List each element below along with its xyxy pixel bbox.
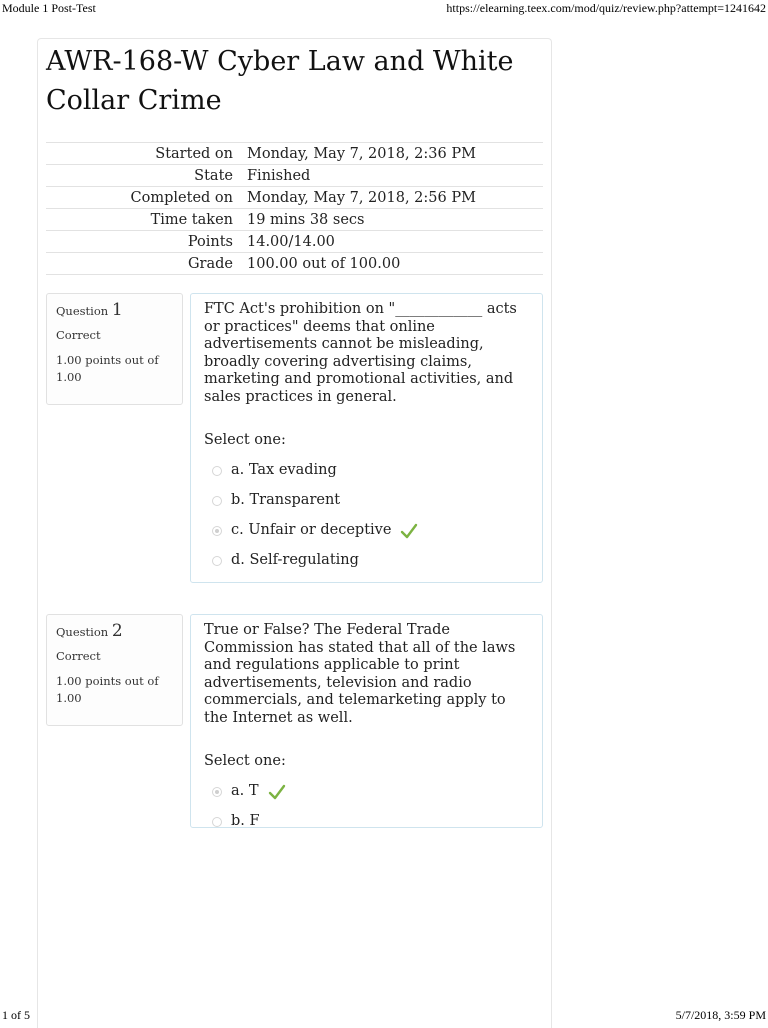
question-grade: 1.00 points out of 1.00	[56, 353, 159, 384]
print-tab-title: Module 1 Post-Test	[2, 1, 96, 15]
question-number: 1	[111, 300, 123, 320]
question-number: 2	[111, 621, 123, 641]
answer-option-b[interactable]	[212, 807, 529, 837]
summary-row-grade	[46, 253, 543, 275]
question-state: Correct	[56, 649, 101, 663]
summary-row-completed	[46, 187, 543, 209]
question-1-info	[46, 293, 183, 405]
answer-option-a[interactable]	[212, 456, 529, 486]
answer-options	[204, 456, 529, 576]
question-label: Question	[56, 304, 109, 318]
summary-label: Points	[187, 233, 233, 250]
summary-label: Started on	[155, 145, 233, 162]
print-datetime: 5/7/2018, 3:59 PM	[675, 1008, 766, 1022]
check-icon	[268, 784, 286, 800]
summary-label: Grade	[187, 255, 233, 272]
summary-value: 100.00 out of 100.00	[247, 255, 401, 272]
check-icon	[400, 523, 418, 539]
summary-label: Completed on	[130, 189, 233, 206]
question-label: Question	[56, 625, 109, 639]
option-label: c. Unfair or deceptive	[231, 521, 392, 538]
question-2-info	[46, 614, 183, 726]
answer-option-a[interactable]	[212, 777, 529, 807]
question-1-content	[190, 293, 543, 583]
summary-row-time-taken	[46, 209, 543, 231]
summary-row-started	[46, 143, 543, 165]
summary-value: 19 mins 38 secs	[247, 211, 365, 228]
question-text: FTC Act's prohibition on "____________ acts or practices" deems that online advertisements cannot be misleading, broadly covering advertising claims, marketing and promotional activities, and sales practices in general.	[204, 301, 517, 405]
answer-options	[204, 777, 529, 837]
option-label: a. Tax evading	[231, 461, 337, 478]
summary-label: State	[194, 167, 233, 184]
summary-row-points	[46, 231, 543, 253]
summary-value: Finished	[247, 167, 311, 184]
answer-option-d[interactable]	[212, 546, 529, 576]
question-2-content	[190, 614, 543, 828]
radio-button-selected[interactable]	[212, 526, 222, 536]
radio-button[interactable]	[212, 556, 222, 566]
option-label: b. F	[231, 812, 260, 829]
answer-option-c[interactable]	[212, 516, 529, 546]
answer-option-b[interactable]	[212, 486, 529, 516]
select-one-prompt: Select one:	[204, 432, 286, 448]
print-url: https://elearning.teex.com/mod/quiz/review.php?attempt=1241642	[446, 1, 766, 15]
question-text: True or False? The Federal Trade Commission has stated that all of the laws and regulations applicable to print advertisements, television and radio commercials, and telemarketing apply to the Internet as well.	[204, 622, 516, 726]
select-one-prompt: Select one:	[204, 753, 286, 769]
question-state: Correct	[56, 328, 101, 342]
summary-row-state	[46, 165, 543, 187]
radio-button[interactable]	[212, 496, 222, 506]
radio-button[interactable]	[212, 466, 222, 476]
quiz-summary-table	[46, 142, 543, 275]
radio-button-selected[interactable]	[212, 787, 222, 797]
radio-button[interactable]	[212, 817, 222, 827]
option-label: d. Self-regulating	[231, 551, 359, 568]
page-title: AWR-168-W Cyber Law and White Collar Crime	[46, 46, 514, 116]
summary-label: Time taken	[150, 211, 233, 228]
print-page-counter: 1 of 5	[2, 1008, 30, 1022]
summary-value: 14.00/14.00	[247, 233, 335, 250]
option-label: a. T	[231, 782, 259, 799]
option-label: b. Transparent	[231, 491, 341, 508]
question-grade: 1.00 points out of 1.00	[56, 674, 159, 705]
summary-value: Monday, May 7, 2018, 2:56 PM	[247, 189, 476, 206]
summary-value: Monday, May 7, 2018, 2:36 PM	[247, 145, 476, 162]
